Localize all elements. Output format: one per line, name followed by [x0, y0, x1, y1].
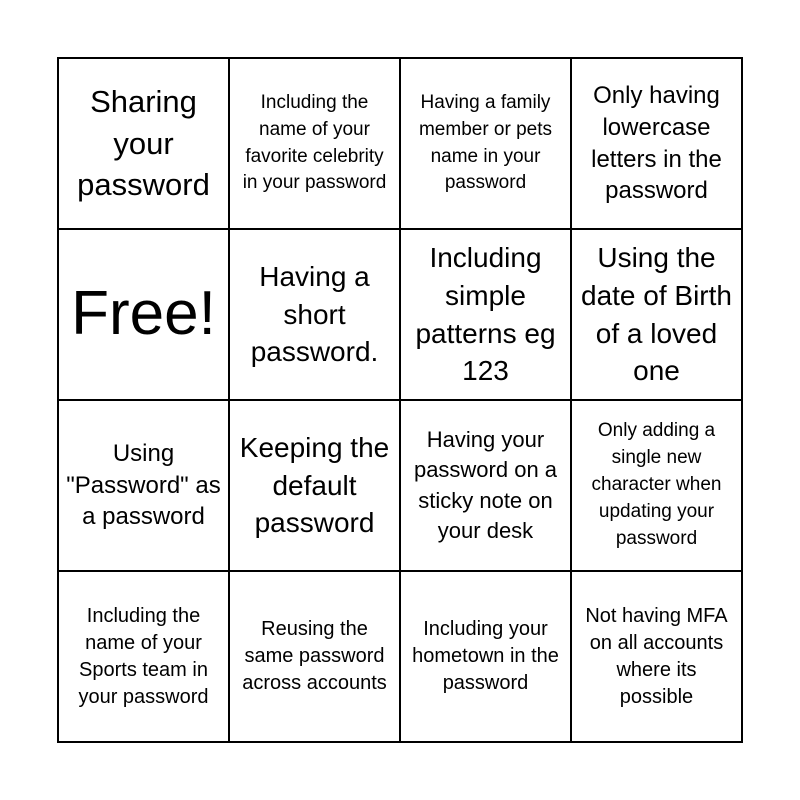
cell-text: Having your password on a sticky note on your desk — [413, 426, 558, 543]
bingo-cell[interactable] — [229, 229, 400, 400]
bingo-cell[interactable] — [571, 229, 742, 400]
cell-text: Having a family member or pets name in your password — [418, 91, 553, 194]
cell-text: Keeping the default password — [239, 431, 390, 539]
cell-text: Using "Password" as a password — [66, 439, 221, 531]
bingo-cell[interactable] — [571, 400, 742, 571]
bingo-cell-free[interactable] — [58, 229, 229, 400]
bingo-cell[interactable] — [400, 571, 571, 742]
bingo-board — [57, 57, 743, 743]
bingo-cell[interactable] — [400, 58, 571, 229]
bingo-cell[interactable] — [400, 400, 571, 571]
cell-text: Only adding a single new character when updating your password — [591, 420, 722, 549]
cell-text: Including your hometown in the password — [412, 618, 559, 694]
bingo-cell[interactable] — [229, 571, 400, 742]
bingo-cell[interactable] — [229, 58, 400, 229]
bingo-cell[interactable] — [571, 58, 742, 229]
bingo-cell[interactable] — [58, 400, 229, 571]
bingo-cell[interactable] — [229, 400, 400, 571]
cell-text: Having a short password. — [250, 260, 379, 368]
bingo-cell[interactable] — [400, 229, 571, 400]
bingo-cell[interactable] — [58, 58, 229, 229]
cell-text: Free! — [71, 279, 216, 349]
cell-text: Including simple patterns eg 123 — [415, 241, 556, 387]
cell-text: Only having lowercase letters in the password — [591, 81, 722, 205]
cell-text: Sharing your password — [77, 83, 210, 203]
bingo-cell[interactable] — [571, 571, 742, 742]
cell-text: Including the name of your Sports team in your password — [78, 604, 209, 708]
cell-text: Using the date of Birth of a loved one — [581, 241, 732, 387]
bingo-cell[interactable] — [58, 571, 229, 742]
cell-text: Reusing the same password across accounts — [242, 618, 387, 694]
cell-text: Including the name of your favorite celebrity in your password — [242, 91, 387, 194]
cell-text: Not having MFA on all accounts where its possible — [585, 604, 728, 708]
